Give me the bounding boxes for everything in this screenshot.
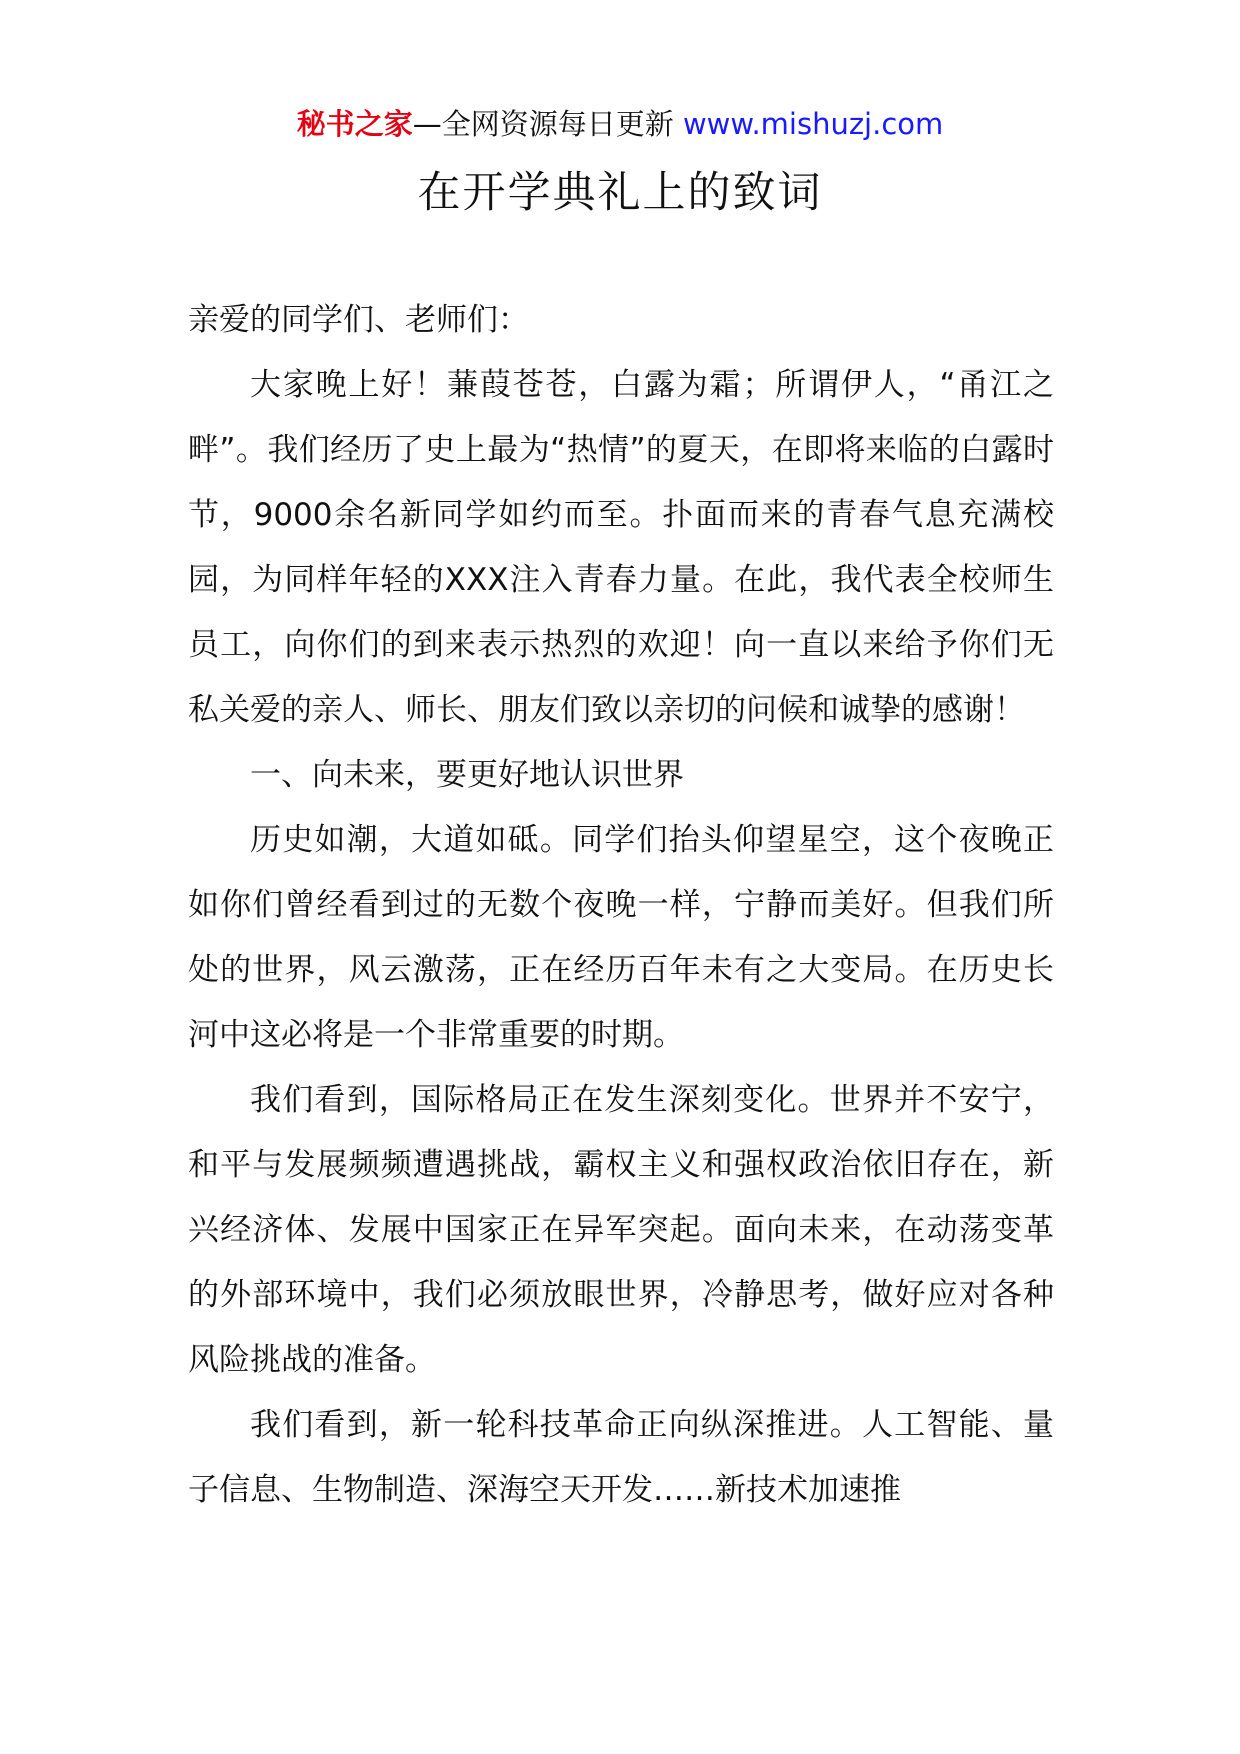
paragraph-history: 历史如潮，大道如砥。同学们抬头仰望星空，这个夜晚正如你们曾经看到过的无数个夜晚一样，宁静而美好。但我们所处的世界，风云激荡，正在经历百年未有之大变局。在历史长河中这必将是一个非常重要的时期。 bbox=[188, 822, 1054, 1053]
paragraph-technology: 我们看到，新一轮科技革命正向纵深推进。人工智能、量子信息、生物制造、深海空天开发……新技术加速推 bbox=[188, 1407, 1054, 1508]
salutation: 亲爱的同学们、老师们： bbox=[188, 302, 529, 338]
site-header bbox=[0, 100, 1240, 148]
site-brand: 秘书之家 bbox=[296, 107, 413, 141]
document-body bbox=[188, 288, 1054, 1523]
document-title: 在开学典礼上的致词 bbox=[417, 168, 823, 218]
paragraph-greeting: 大家晚上好！蒹葭苍苍，白露为霜；所谓伊人，“甬江之畔”。我们经历了史上最为“热情”的夏天，在即将来临的白露时节，9000余名新同学如约而至。扑面而来的青春气息充满校园，为同样年轻的XXX注入青春力量。在此，我代表全校师生员工，向你们的到来表示热烈的欢迎！向一直以来给予你们无私关爱的亲人、师长、朋友们致以亲切的问候和诚挚的感谢！ bbox=[188, 367, 1054, 728]
section-heading-1: 一、向未来，要更好地认识世界 bbox=[250, 757, 684, 793]
paragraph-international: 我们看到，国际格局正在发生深刻变化。世界并不安宁，和平与发展频频遭遇挑战，霸权主义和强权政治依旧存在，新兴经济体、发展中国家正在异军突起。面向未来，在动荡变革的外部环境中，我们必须放眼世界，冷静思考，做好应对各种风险挑战的准备。 bbox=[188, 1082, 1054, 1378]
site-tagline: —全网资源每日更新 bbox=[412, 107, 674, 141]
site-url[interactable]: www.mishuzj.com bbox=[682, 107, 944, 141]
